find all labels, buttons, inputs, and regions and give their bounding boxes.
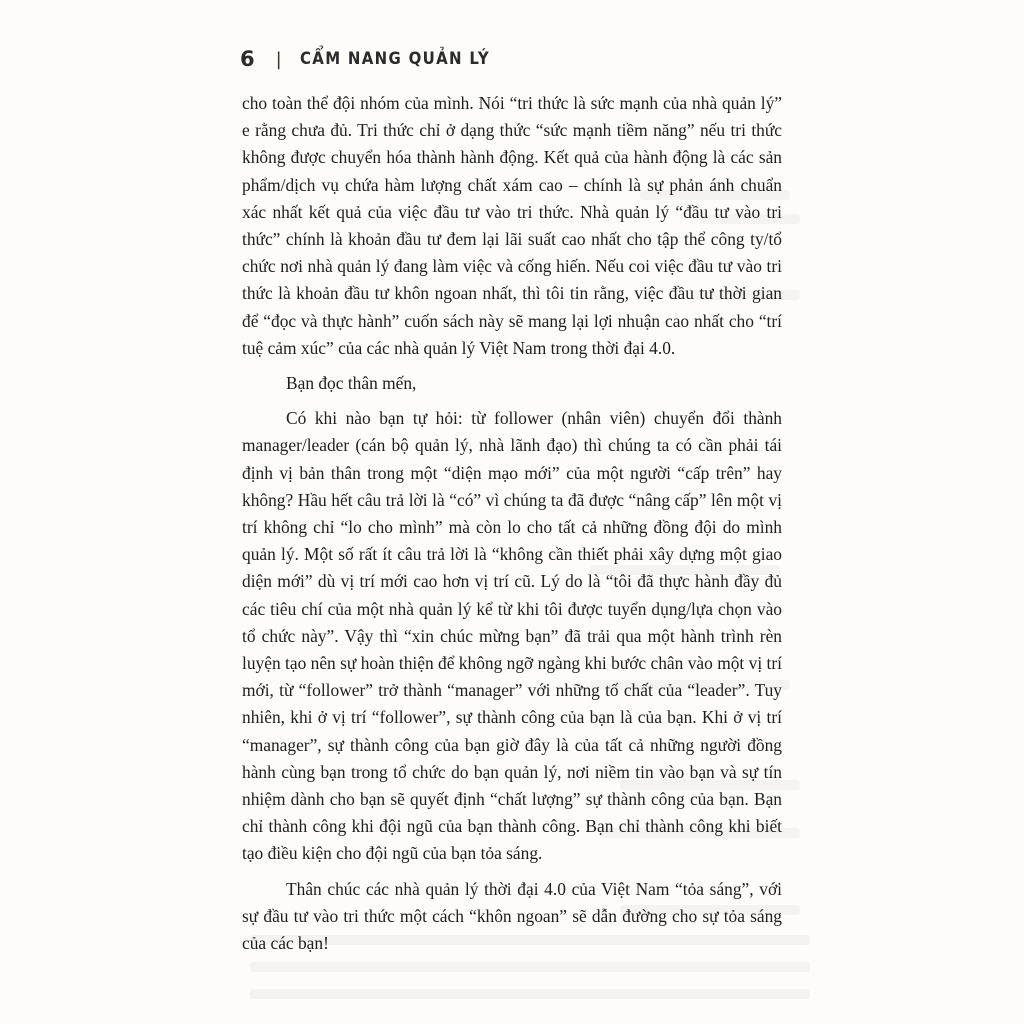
paragraph-greeting: Bạn đọc thân mến, [286,373,417,394]
running-head [240,44,516,74]
paragraph-continued: cho toàn thể đội nhóm của mình. Nói “tri thức là sức mạnh của nhà quản lý” e rằng chưa đủ. Tri thức chỉ ở dạng thức “sức mạnh tiềm năng” nếu tri thức không được chuyển hóa thành hành động. Kết quả của hành động là các sản phẩm/dịch vụ chứa hàm lượng chất xám cao – chính là sự phản ánh chuẩn xác nhất kết quả của việc đầu tư vào tri thức. Nhà quản lý “đầu tư vào tri thức” chính là khoản đầu tư đem lại lãi suất cao nhất cho tập thể công ty/tổ chức nơi nhà quản lý đang làm việc và cống hiến. Nếu coi việc đầu tư vào tri thức là khoản đầu tư khôn ngoan nhất, thì tôi tin rằng, việc đầu tư thời gian để “đọc và thực hành” cuốn sách này sẽ mang lại lợi nhuận cao nhất cho “trí tuệ cảm xúc” của các nhà quản lý Việt Nam trong thời đại 4.0. [242,93,782,358]
paragraph-closing: Thân chúc các nhà quản lý thời đại 4.0 của Việt Nam “tỏa sáng”, với sự đầu tư vào tri thức một cách “khôn ngoan” sẽ dẫn đường cho sự tỏa sáng của các bạn! [242,878,782,954]
header-separator: | [275,48,282,70]
running-title: CẨM NANG QUẢN LÝ [299,49,490,69]
body-text [242,90,782,965]
page-number: 6 [240,47,256,71]
paragraph-main: Có khi nào bạn tự hỏi: từ follower (nhân viên) chuyển đổi thành manager/leader (cán bộ quản lý, nhà lãnh đạo) thì chúng ta có cần phải tái định vị bản thân trong một “diện mạo mới” của một người “cấp trên” hay không? Hầu hết câu trả lời là “có” vì chúng ta đã được “nâng cấp” lên một vị trí không chỉ “lo cho mình” mà còn lo cho tất cả những đồng đội do mình quản lý. Một số rất ít câu trả lời là “không cần thiết phải xây dựng một giao diện mới” dù vị trí mới cao hơn vị trí cũ. Lý do là “tôi đã thực hành đầy đủ các tiêu chí của một nhà quản lý kể từ khi tôi được tuyển dụng/lựa chọn vào tổ chức này”. Vậy thì “xin chúc mừng bạn” đã trải qua một hành trình rèn luyện tạo nên sự hoàn thiện để không ngỡ ngàng khi bước chân vào một vị trí mới, từ “follower” trở thành “manager” với những tố chất của “leader”. Tuy nhiên, khi ở vị trí “follower”, sự thành công của bạn là của bạn. Khi ở vị trí “manager”, sự thành công của bạn giờ đây là của tất cả những người đồng hành cùng bạn trong tổ chức do bạn quản lý, nơi niềm tin vào bạn và sự tín nhiệm dành cho bạn sẽ quyết định “chất lượng” sự thành công của bạn. Bạn chỉ thành công khi đội ngũ của bạn thành công. Bạn chỉ thành công khi biết tạo điều kiện cho đội ngũ của bạn tỏa sáng. [242,408,782,864]
